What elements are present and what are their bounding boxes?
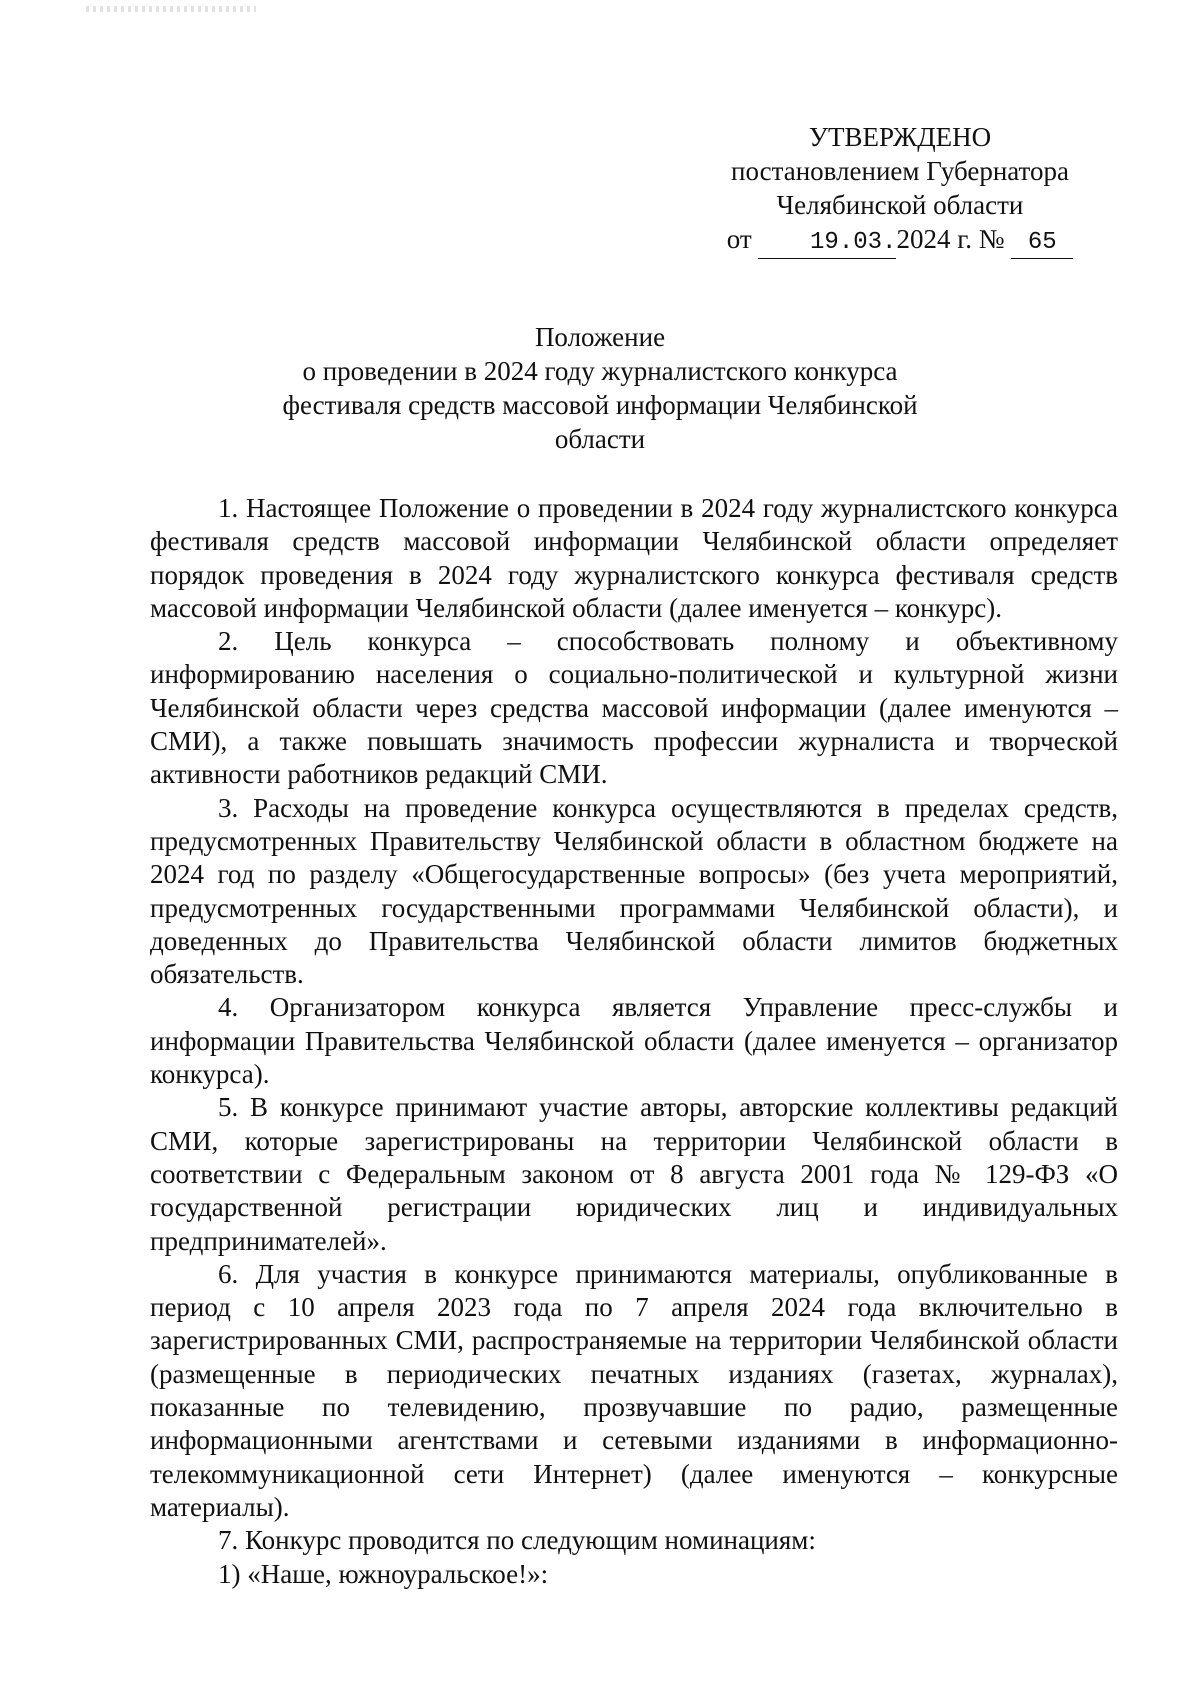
title-line-3: фестиваля средств массовой информации Челябинской xyxy=(282,390,918,420)
paragraph-3: 3. Расходы на проведение конкурса осуществляются в пределах средств, предусмотренных Правительству Челябинской области в областном бюджете на 2024 год по разделу «Общегосударственные вопросы» (без учета мероприятий, предусмотренных государственными программами Челябинской области), и доведенных до Правительства Челябинской области лимитов бюджетных обязательств. xyxy=(150,792,1118,990)
paragraph-4: 4. Организатором конкурса является Управление пресс-службы и информации Правительства Челябинской области (далее именуется – организатор конкурса). xyxy=(150,992,1118,1090)
scan-artifact xyxy=(86,6,256,12)
approval-line-1: постановлением Губернатора xyxy=(731,156,1069,186)
nomination-1: 1) «Наше, южноуральское!»: xyxy=(218,1558,549,1589)
date-prefix: от xyxy=(726,224,752,254)
document-body xyxy=(150,492,1118,1591)
date-value: 19.03. xyxy=(758,228,896,259)
paragraph-5: 5. В конкурсе принимают участие авторы, авторские коллективы редакций СМИ, которые зарегистрированы на территории Челябинской области в соответствии с Федеральным законом от 8 августа 2001 года № 129-ФЗ «О государственной регистрации юридических лиц и индивидуальных предпринимателей». xyxy=(150,1092,1118,1256)
approval-heading: УТВЕРЖДЕНО xyxy=(808,122,992,152)
approval-line-2: Челябинской области xyxy=(776,190,1024,220)
approval-date-line xyxy=(690,222,1110,259)
paragraph-2: 2. Цель конкурса – способствовать полному и объективному информированию населения о социально-политической и культурной жизни Челябинской области через средства массовой информации (далее именуются – СМИ), а также повышать значимость профессии журналиста и творческой активности работников редакций СМИ. xyxy=(150,626,1118,790)
title-line-4: области xyxy=(554,424,646,454)
paragraph-1: 1. Настоящее Положение о проведении в 2024 году журналистского конкурса фестиваля средств массовой информации Челябинской области определяет порядок проведения в 2024 году журналистского конкурса фестиваля средств массовой информации Челябинской области (далее именуется – конкурс). xyxy=(150,493,1118,623)
decree-number: 65 xyxy=(1011,228,1073,259)
title-line-2: о проведении в 2024 году журналистского конкурса xyxy=(302,356,898,386)
document-title xyxy=(180,320,1020,456)
paragraph-7: 7. Конкурс проводится по следующим номинациям: xyxy=(218,1525,816,1556)
approval-stamp-block xyxy=(690,120,1110,259)
paragraph-6: 6. Для участия в конкурсе принимаются материалы, опубликованные в период с 10 апреля 2023 года по 7 апреля 2024 года включительно в зарегистрированных СМИ, распространяемые на территории Челябинской области (размещенные в периодических печатных изданиях (газетах, журналах), показанные по телевидению, прозвучавшие по радио, размещенные информационными агентствами и сетевыми изданиями в информационно-телекоммуникационной сети Интернет) (далее именуются – конкурсные материалы). xyxy=(150,1258,1118,1522)
title-line-1: Положение xyxy=(534,322,666,352)
date-year: 2024 г. № xyxy=(896,224,1005,254)
